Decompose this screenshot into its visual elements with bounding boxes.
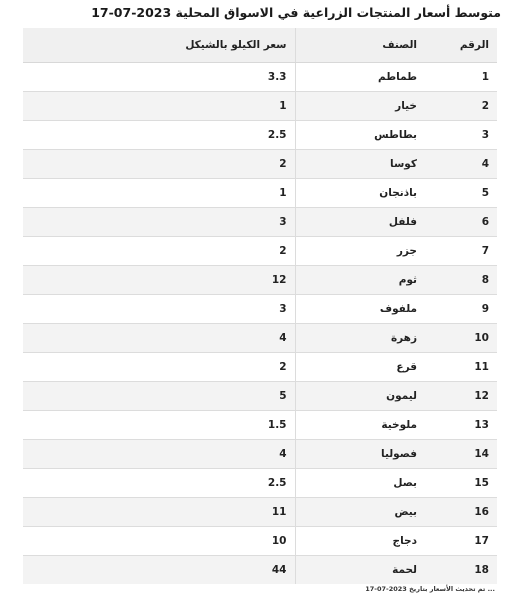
cell-price: 1.5: [23, 411, 295, 440]
table-row: [23, 121, 497, 150]
cell-item: خيار: [295, 92, 425, 121]
cell-item: ملفوف: [295, 295, 425, 324]
cell-number: 1: [425, 63, 497, 92]
cell-item: بطاطس: [295, 121, 425, 150]
cell-item: فلفل: [295, 208, 425, 237]
cell-price: 2: [23, 237, 295, 266]
table-row: [23, 63, 497, 92]
cell-number: 11: [425, 353, 497, 382]
cell-price: 1: [23, 179, 295, 208]
table-body: [23, 63, 497, 585]
cell-price: 1: [23, 92, 295, 121]
cell-number: 4: [425, 150, 497, 179]
cell-price: 2.5: [23, 121, 295, 150]
cell-number: 10: [425, 324, 497, 353]
cell-item: باذنجان: [295, 179, 425, 208]
cell-number: 18: [425, 556, 497, 585]
cell-number: 17: [425, 527, 497, 556]
cell-number: 14: [425, 440, 497, 469]
cell-price: 3: [23, 295, 295, 324]
cell-number: 16: [425, 498, 497, 527]
header-price: سعر الكيلو بالشيكل: [23, 28, 295, 63]
table-row: [23, 527, 497, 556]
page-title: متوسط أسعار المنتجات الزراعية في الاسواق المحلية 2023-07-17: [91, 5, 501, 20]
cell-item: كوسا: [295, 150, 425, 179]
cell-item: قرع: [295, 353, 425, 382]
cell-number: 7: [425, 237, 497, 266]
table-row: [23, 266, 497, 295]
cell-item: ملوخية: [295, 411, 425, 440]
cell-price: 4: [23, 324, 295, 353]
table-row: [23, 469, 497, 498]
cell-number: 9: [425, 295, 497, 324]
cell-price: 3.3: [23, 63, 295, 92]
update-footnote: ... تم تحديث الأسعار بتاريخ 2023-07-17: [365, 585, 495, 593]
cell-number: 2: [425, 92, 497, 121]
header-item: الصنف: [295, 28, 425, 63]
cell-item: لحمة: [295, 556, 425, 585]
table-header-row: [23, 28, 497, 63]
cell-number: 6: [425, 208, 497, 237]
table-row: [23, 440, 497, 469]
cell-item: جزر: [295, 237, 425, 266]
cell-item: ليمون: [295, 382, 425, 411]
cell-item: دجاج: [295, 527, 425, 556]
cell-number: 15: [425, 469, 497, 498]
cell-number: 13: [425, 411, 497, 440]
header-number: الرقم: [425, 28, 497, 63]
table-row: [23, 92, 497, 121]
cell-price: 5: [23, 382, 295, 411]
cell-number: 12: [425, 382, 497, 411]
cell-price: 2.5: [23, 469, 295, 498]
table-row: [23, 324, 497, 353]
table-row: [23, 295, 497, 324]
cell-item: ثوم: [295, 266, 425, 295]
cell-number: 8: [425, 266, 497, 295]
cell-item: بصل: [295, 469, 425, 498]
table-row: [23, 411, 497, 440]
cell-price: 10: [23, 527, 295, 556]
table-row: [23, 237, 497, 266]
cell-item: زهرة: [295, 324, 425, 353]
cell-price: 44: [23, 556, 295, 585]
table-row: [23, 208, 497, 237]
cell-price: 12: [23, 266, 295, 295]
cell-price: 4: [23, 440, 295, 469]
cell-number: 3: [425, 121, 497, 150]
cell-price: 3: [23, 208, 295, 237]
cell-item: بيض: [295, 498, 425, 527]
table-row: [23, 150, 497, 179]
table-row: [23, 382, 497, 411]
table-row: [23, 179, 497, 208]
cell-item: طماطم: [295, 63, 425, 92]
cell-price: 11: [23, 498, 295, 527]
cell-number: 5: [425, 179, 497, 208]
cell-price: 2: [23, 150, 295, 179]
price-table: [23, 28, 497, 584]
cell-item: فصوليا: [295, 440, 425, 469]
table-row: [23, 353, 497, 382]
cell-price: 2: [23, 353, 295, 382]
table-row: [23, 556, 497, 585]
table-row: [23, 498, 497, 527]
